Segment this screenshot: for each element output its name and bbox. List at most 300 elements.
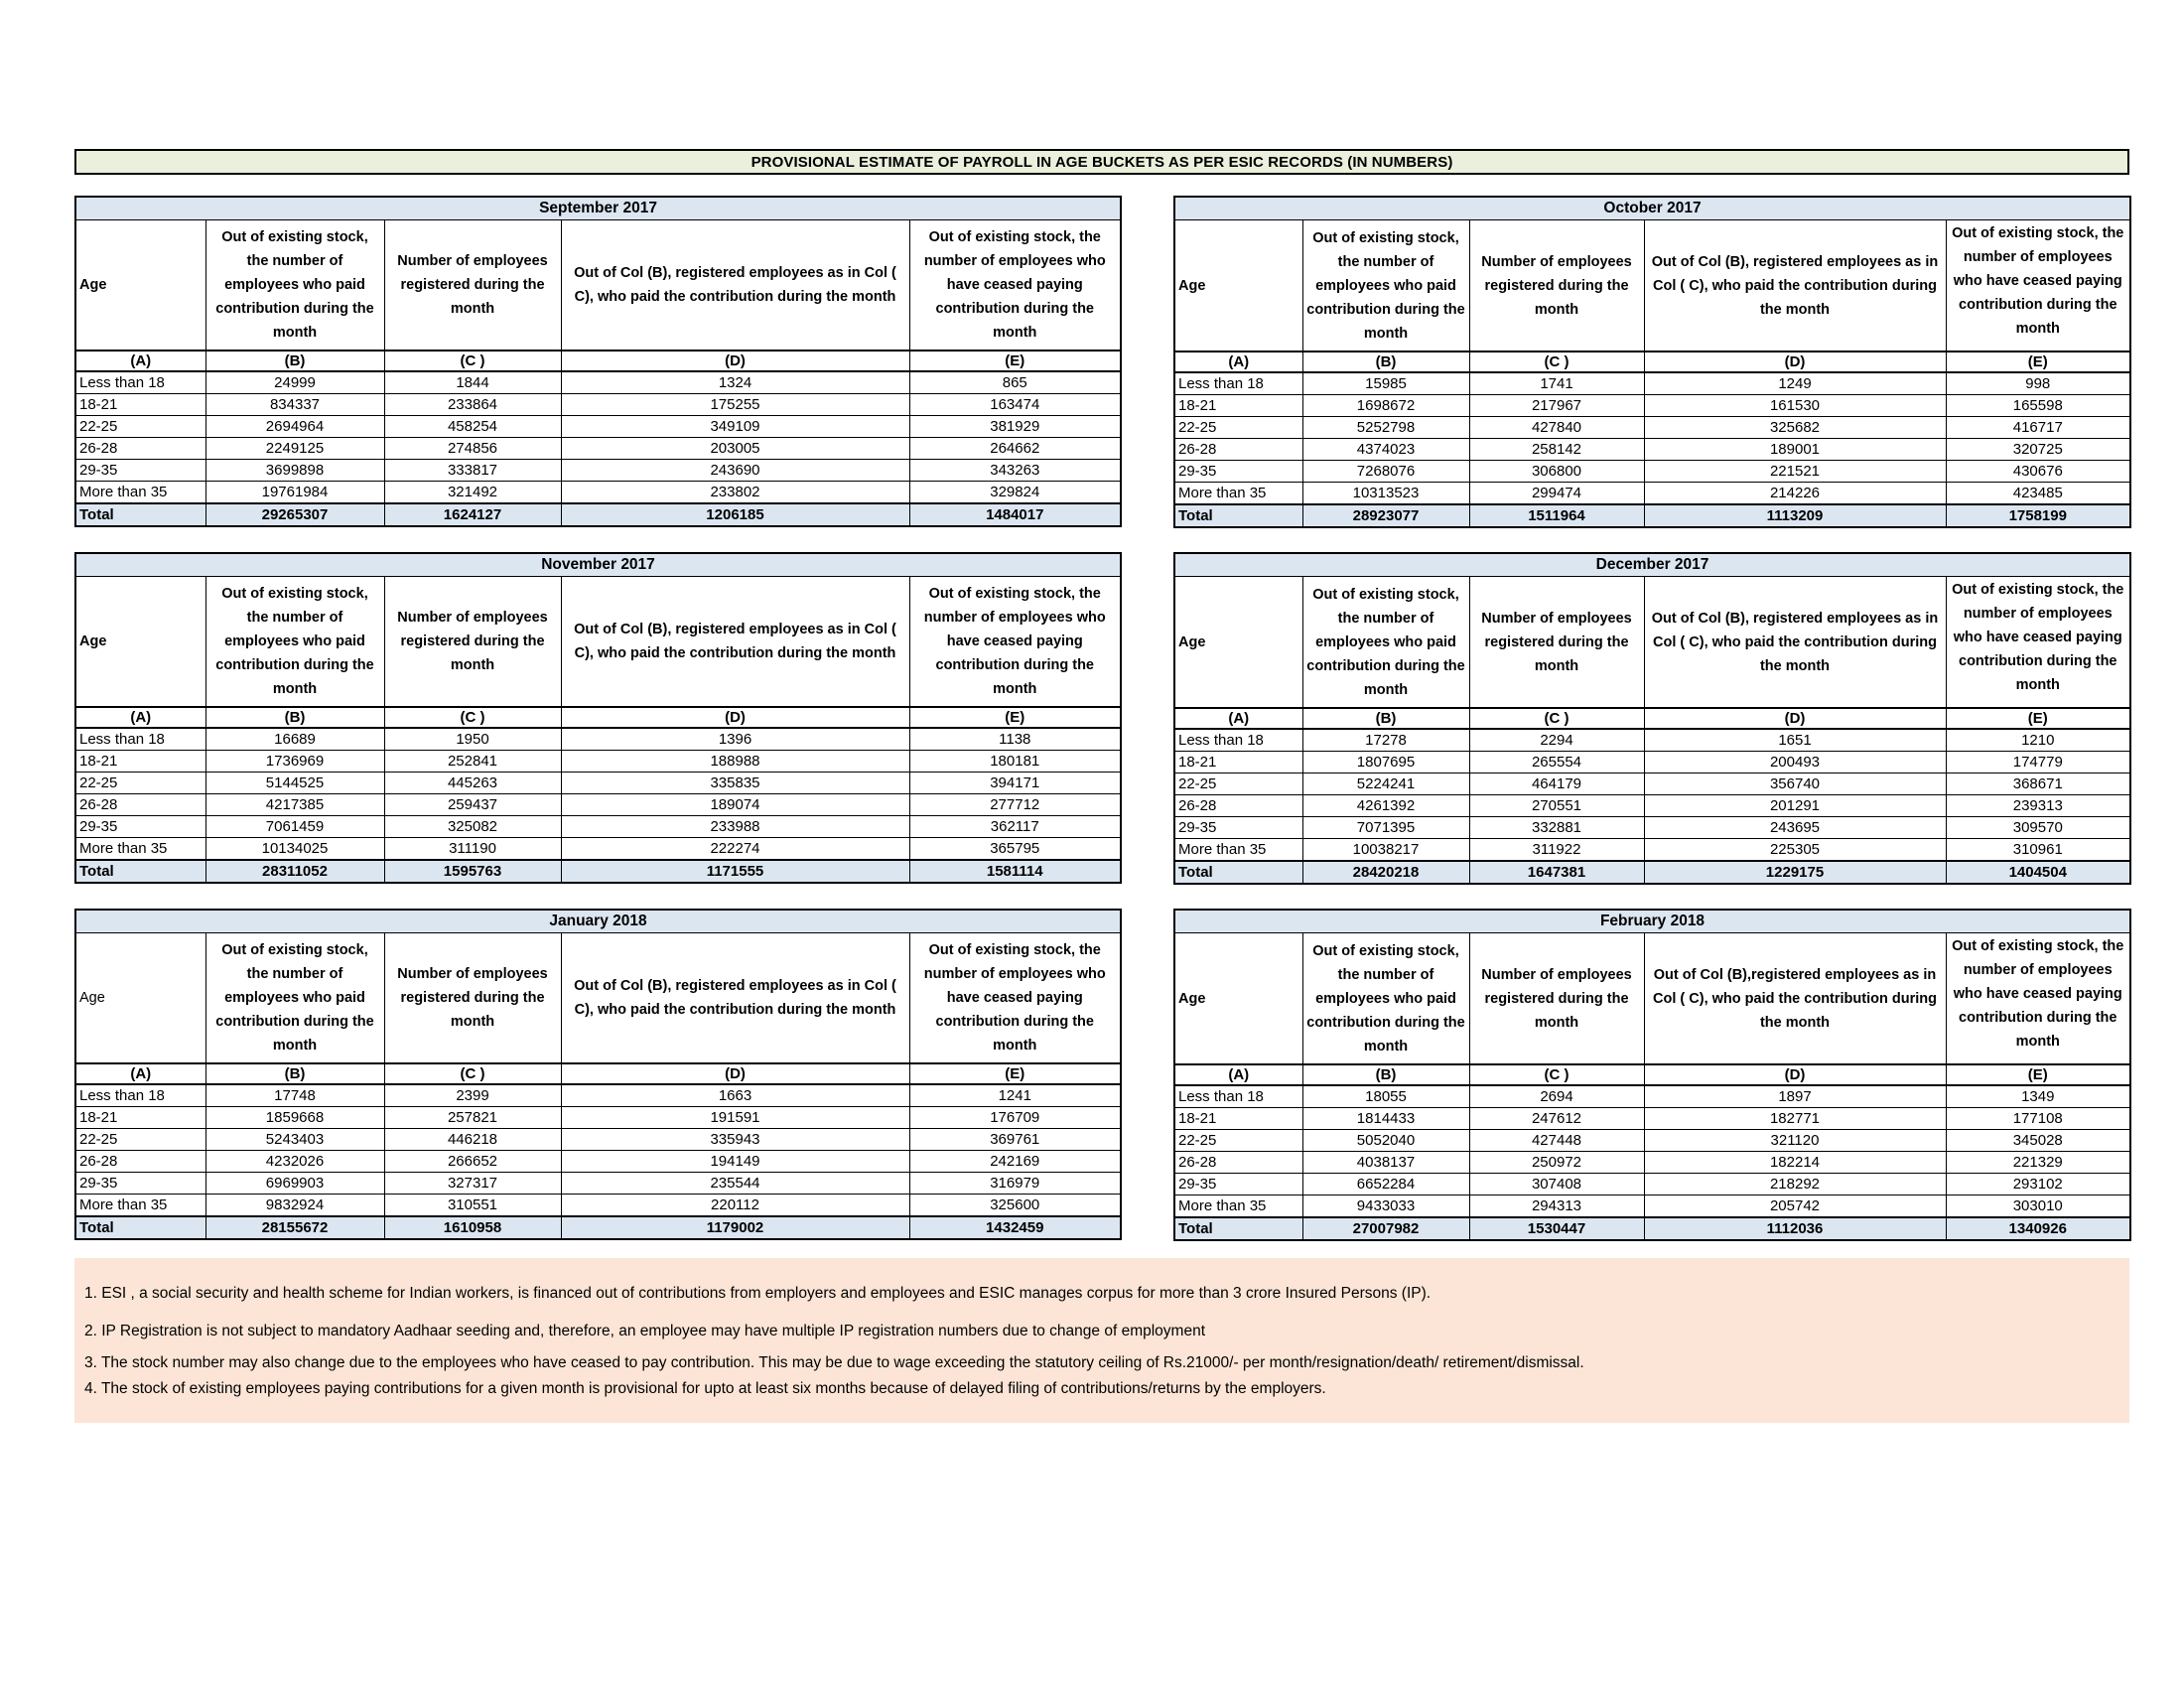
letter-a: (A) [1174, 708, 1302, 729]
ceased-paying-cell: 242169 [909, 1151, 1121, 1173]
paid-contribution-cell: 5252798 [1302, 417, 1469, 439]
age-bucket-cell: 26-28 [75, 438, 205, 460]
ceased-paying-cell: 1138 [909, 728, 1121, 751]
table-row [1174, 395, 2130, 417]
letter-d: (D) [561, 707, 909, 728]
letter-c: (C ) [384, 351, 561, 371]
ceased-paying-cell: 1241 [909, 1084, 1121, 1107]
col-d-header-cell: Out of Col (B), registered employees as in Col ( C), who paid the contribution during the month [561, 577, 909, 708]
ceased-paying-cell: 1349 [1946, 1085, 2130, 1108]
total-paid-contribution: 28155672 [205, 1216, 384, 1239]
age-bucket-cell: 18-21 [75, 751, 205, 773]
registered-cell: 265554 [1469, 752, 1644, 774]
column-description-row [1174, 933, 2130, 1065]
ceased-paying-cell: 368671 [1946, 774, 2130, 795]
month-table [74, 552, 1120, 885]
registered-cell: 233864 [384, 394, 561, 416]
col-d-header-cell: Out of Col (B), registered employees as in Col ( C), who paid the contribution during the month [1644, 220, 1946, 352]
paid-contribution-cell: 4038137 [1302, 1152, 1469, 1174]
column-description-row [75, 933, 1121, 1064]
total-ceased-paying: 1340926 [1946, 1217, 2130, 1240]
table-row [75, 482, 1121, 504]
age-bucket-cell: 26-28 [75, 1151, 205, 1173]
table-row [75, 751, 1121, 773]
ceased-paying-cell: 264662 [909, 438, 1121, 460]
registered-paid-cell: 205742 [1644, 1196, 1946, 1218]
table-row [1174, 752, 2130, 774]
column-letters-row [1174, 352, 2130, 372]
payroll-table [1173, 909, 2131, 1241]
footnote-3: 3. The stock number may also change due to the employees who have ceased to pay contribution. This may be due to wage exceeding the statutory ceiling of Rs.21000/- per month/resignation/death/ retirement/dismissal. [84, 1354, 1584, 1371]
registered-paid-cell: 189001 [1644, 439, 1946, 461]
registered-cell: 458254 [384, 416, 561, 438]
ceased-paying-cell: 345028 [1946, 1130, 2130, 1152]
month-header-row [1174, 197, 2130, 220]
letter-c: (C ) [1469, 352, 1644, 372]
registered-paid-cell: 1897 [1644, 1085, 1946, 1108]
letter-a: (A) [1174, 352, 1302, 372]
registered-paid-cell: 200493 [1644, 752, 1946, 774]
paid-contribution-cell: 3699898 [205, 460, 384, 482]
registered-paid-cell: 175255 [561, 394, 909, 416]
registered-cell: 270551 [1469, 795, 1644, 817]
ceased-paying-cell: 221329 [1946, 1152, 2130, 1174]
column-letters-row [75, 1063, 1121, 1084]
month-header-row [75, 910, 1121, 933]
total-registered-paid: 1112036 [1644, 1217, 1946, 1240]
col-b-header-cell: Out of existing stock, the number of employees who paid contribution during the month [205, 220, 384, 352]
month-title: January 2018 [75, 910, 1121, 933]
registered-cell: 325082 [384, 816, 561, 838]
registered-cell: 311190 [384, 838, 561, 861]
total-registered: 1624127 [384, 503, 561, 526]
ceased-paying-cell: 174779 [1946, 752, 2130, 774]
age-bucket-cell: 29-35 [1174, 461, 1302, 483]
registered-paid-cell: 220112 [561, 1195, 909, 1217]
age-bucket-cell: 18-21 [1174, 1108, 1302, 1130]
paid-contribution-cell: 9433033 [1302, 1196, 1469, 1218]
col-c-header-cell: Number of employees registered during the month [384, 933, 561, 1064]
col-e-header-cell: Out of existing stock, the number of employees who have ceased paying contribution during the month [909, 577, 1121, 708]
registered-cell: 446218 [384, 1129, 561, 1151]
registered-paid-cell: 356740 [1644, 774, 1946, 795]
table-row [75, 728, 1121, 751]
table-row [1174, 729, 2130, 752]
col-c-header-cell: Number of employees registered during the month [1469, 577, 1644, 709]
total-row [75, 503, 1121, 526]
age-header-cell: Age [1174, 933, 1302, 1065]
total-registered-paid: 1113209 [1644, 504, 1946, 527]
ceased-paying-cell: 365795 [909, 838, 1121, 861]
ceased-paying-cell: 163474 [909, 394, 1121, 416]
paid-contribution-cell: 16689 [205, 728, 384, 751]
table-row [75, 1173, 1121, 1195]
letter-d: (D) [1644, 708, 1946, 729]
registered-paid-cell: 189074 [561, 794, 909, 816]
paid-contribution-cell: 2694964 [205, 416, 384, 438]
col-e-header-cell: Out of existing stock, the number of employees who have ceased paying contribution during the month [1946, 933, 2130, 1065]
ceased-paying-cell: 165598 [1946, 395, 2130, 417]
table-row [1174, 461, 2130, 483]
table-row [75, 1195, 1121, 1217]
payroll-table [1173, 196, 2131, 528]
age-bucket-cell: Less than 18 [75, 371, 205, 394]
total-paid-contribution: 28311052 [205, 860, 384, 883]
col-b-header-cell: Out of existing stock, the number of employees who paid contribution during the month [205, 933, 384, 1064]
column-description-row [1174, 220, 2130, 352]
registered-cell: 306800 [1469, 461, 1644, 483]
payroll-table [1173, 552, 2131, 885]
paid-contribution-cell: 7071395 [1302, 817, 1469, 839]
col-e-header-cell: Out of existing stock, the number of employees who have ceased paying contribution during the month [1946, 220, 2130, 352]
letter-b: (B) [205, 351, 384, 371]
age-bucket-cell: 22-25 [75, 416, 205, 438]
table-row [75, 416, 1121, 438]
month-title: September 2017 [75, 197, 1121, 220]
ceased-paying-cell: 416717 [1946, 417, 2130, 439]
letter-e: (E) [1946, 708, 2130, 729]
footnote-4: 4. The stock of existing employees paying contributions for a given month is provisional for upto at least six months because of delayed filing of contributions/returns by the employers. [84, 1380, 1326, 1397]
table-row [1174, 1196, 2130, 1218]
paid-contribution-cell: 10313523 [1302, 483, 1469, 505]
registered-paid-cell: 321120 [1644, 1130, 1946, 1152]
age-bucket-cell: 18-21 [1174, 395, 1302, 417]
registered-paid-cell: 225305 [1644, 839, 1946, 862]
col-b-header-cell: Out of existing stock, the number of employees who paid contribution during the month [205, 577, 384, 708]
registered-cell: 274856 [384, 438, 561, 460]
table-row [75, 816, 1121, 838]
month-header-row [1174, 553, 2130, 577]
registered-paid-cell: 221521 [1644, 461, 1946, 483]
ceased-paying-cell: 239313 [1946, 795, 2130, 817]
age-bucket-cell: 22-25 [1174, 417, 1302, 439]
paid-contribution-cell: 17748 [205, 1084, 384, 1107]
ceased-paying-cell: 343263 [909, 460, 1121, 482]
registered-paid-cell: 214226 [1644, 483, 1946, 505]
table-row [75, 1151, 1121, 1173]
table-row [1174, 1085, 2130, 1108]
registered-paid-cell: 182771 [1644, 1108, 1946, 1130]
ceased-paying-cell: 362117 [909, 816, 1121, 838]
paid-contribution-cell: 1814433 [1302, 1108, 1469, 1130]
age-header-cell: Age [75, 577, 205, 708]
total-label: Total [1174, 1217, 1302, 1240]
age-bucket-cell: 26-28 [1174, 439, 1302, 461]
total-registered-paid: 1229175 [1644, 861, 1946, 884]
age-bucket-cell: 18-21 [75, 394, 205, 416]
registered-cell: 321492 [384, 482, 561, 504]
letter-b: (B) [205, 707, 384, 728]
age-bucket-cell: 22-25 [1174, 1130, 1302, 1152]
registered-cell: 1950 [384, 728, 561, 751]
col-e-header-cell: Out of existing stock, the number of employees who have ceased paying contribution during the month [909, 220, 1121, 352]
payroll-table [74, 909, 1122, 1240]
table-row [75, 438, 1121, 460]
paid-contribution-cell: 1807695 [1302, 752, 1469, 774]
registered-cell: 464179 [1469, 774, 1644, 795]
paid-contribution-cell: 4232026 [205, 1151, 384, 1173]
age-bucket-cell: Less than 18 [75, 728, 205, 751]
letter-d: (D) [561, 1063, 909, 1084]
month-table [1173, 196, 2129, 528]
month-table [1173, 909, 2129, 1241]
col-c-header-cell: Number of employees registered during the month [1469, 933, 1644, 1065]
ceased-paying-cell: 320725 [1946, 439, 2130, 461]
total-label: Total [1174, 504, 1302, 527]
column-description-row [75, 220, 1121, 352]
ceased-paying-cell: 394171 [909, 773, 1121, 794]
col-c-header-cell: Number of employees registered during the month [384, 220, 561, 352]
registered-cell: 252841 [384, 751, 561, 773]
paid-contribution-cell: 834337 [205, 394, 384, 416]
table-row [1174, 372, 2130, 395]
col-b-header-cell: Out of existing stock, the number of employees who paid contribution during the month [1302, 933, 1469, 1065]
letter-b: (B) [205, 1063, 384, 1084]
table-row [1174, 483, 2130, 505]
col-d-header-cell: Out of Col (B), registered employees as in Col ( C), who paid the contribution during the month [561, 933, 909, 1064]
month-header-row [75, 553, 1121, 577]
ceased-paying-cell: 310961 [1946, 839, 2130, 862]
paid-contribution-cell: 5144525 [205, 773, 384, 794]
footnote-1: 1. ESI , a social security and health scheme for Indian workers, is financed out of contributions from employers and employees and ESIC manages corpus for more than 3 crore Insured Persons (IP). [84, 1285, 1432, 1302]
column-letters-row [75, 351, 1121, 371]
paid-contribution-cell: 7268076 [1302, 461, 1469, 483]
col-c-header-cell: Number of employees registered during the month [384, 577, 561, 708]
registered-cell: 299474 [1469, 483, 1644, 505]
table-row [1174, 1174, 2130, 1196]
age-bucket-cell: More than 35 [75, 1195, 205, 1217]
total-registered-paid: 1171555 [561, 860, 909, 883]
letter-a: (A) [75, 707, 205, 728]
registered-cell: 247612 [1469, 1108, 1644, 1130]
paid-contribution-cell: 4217385 [205, 794, 384, 816]
total-registered-paid: 1206185 [561, 503, 909, 526]
paid-contribution-cell: 7061459 [205, 816, 384, 838]
registered-cell: 332881 [1469, 817, 1644, 839]
ceased-paying-cell: 309570 [1946, 817, 2130, 839]
registered-cell: 2399 [384, 1084, 561, 1107]
table-row [1174, 795, 2130, 817]
col-e-header-cell: Out of existing stock, the number of employees who have ceased paying contribution during the month [909, 933, 1121, 1064]
registered-paid-cell: 191591 [561, 1107, 909, 1129]
month-header-row [75, 197, 1121, 220]
registered-cell: 258142 [1469, 439, 1644, 461]
age-bucket-cell: 29-35 [1174, 817, 1302, 839]
ceased-paying-cell: 325600 [909, 1195, 1121, 1217]
registered-cell: 310551 [384, 1195, 561, 1217]
footnote-2: 2. IP Registration is not subject to mandatory Aadhaar seeding and, therefore, an employee may have multiple IP registration numbers due to change of employment [84, 1323, 1206, 1339]
ceased-paying-cell: 303010 [1946, 1196, 2130, 1218]
registered-cell: 1844 [384, 371, 561, 394]
age-bucket-cell: 22-25 [75, 1129, 205, 1151]
ceased-paying-cell: 998 [1946, 372, 2130, 395]
registered-paid-cell: 233988 [561, 816, 909, 838]
payroll-table [74, 196, 1122, 527]
table-row [1174, 1130, 2130, 1152]
age-bucket-cell: More than 35 [1174, 1196, 1302, 1218]
letter-a: (A) [1174, 1064, 1302, 1085]
month-table [1173, 552, 2129, 885]
registered-paid-cell: 349109 [561, 416, 909, 438]
paid-contribution-cell: 1859668 [205, 1107, 384, 1129]
registered-paid-cell: 201291 [1644, 795, 1946, 817]
paid-contribution-cell: 10134025 [205, 838, 384, 861]
registered-paid-cell: 233802 [561, 482, 909, 504]
paid-contribution-cell: 24999 [205, 371, 384, 394]
registered-paid-cell: 243695 [1644, 817, 1946, 839]
registered-cell: 427448 [1469, 1130, 1644, 1152]
ceased-paying-cell: 369761 [909, 1129, 1121, 1151]
registered-paid-cell: 1651 [1644, 729, 1946, 752]
letter-a: (A) [75, 1063, 205, 1084]
total-ceased-paying: 1484017 [909, 503, 1121, 526]
paid-contribution-cell: 5052040 [1302, 1130, 1469, 1152]
ceased-paying-cell: 293102 [1946, 1174, 2130, 1196]
paid-contribution-cell: 6652284 [1302, 1174, 1469, 1196]
total-label: Total [75, 860, 205, 883]
paid-contribution-cell: 10038217 [1302, 839, 1469, 862]
registered-paid-cell: 335943 [561, 1129, 909, 1151]
table-row [75, 1084, 1121, 1107]
age-bucket-cell: 29-35 [75, 1173, 205, 1195]
age-header-cell: Age [75, 933, 205, 1064]
month-table [74, 909, 1120, 1241]
ceased-paying-cell: 381929 [909, 416, 1121, 438]
col-b-header-cell: Out of existing stock, the number of employees who paid contribution during the month [1302, 577, 1469, 709]
letter-e: (E) [1946, 352, 2130, 372]
report-content [74, 149, 2129, 1423]
month-title: October 2017 [1174, 197, 2130, 220]
registered-cell: 307408 [1469, 1174, 1644, 1196]
page-title: PROVISIONAL ESTIMATE OF PAYROLL IN AGE BUCKETS AS PER ESIC RECORDS (IN NUMBERS) [74, 149, 2129, 175]
registered-paid-cell: 194149 [561, 1151, 909, 1173]
total-label: Total [75, 503, 205, 526]
letter-e: (E) [909, 707, 1121, 728]
registered-paid-cell: 1396 [561, 728, 909, 751]
total-paid-contribution: 28420218 [1302, 861, 1469, 884]
age-header-cell: Age [1174, 220, 1302, 352]
letter-b: (B) [1302, 708, 1469, 729]
registered-cell: 2694 [1469, 1085, 1644, 1108]
age-bucket-cell: 18-21 [1174, 752, 1302, 774]
registered-cell: 250972 [1469, 1152, 1644, 1174]
age-bucket-cell: 22-25 [1174, 774, 1302, 795]
age-bucket-cell: 29-35 [1174, 1174, 1302, 1196]
paid-contribution-cell: 5243403 [205, 1129, 384, 1151]
table-row [75, 794, 1121, 816]
total-ceased-paying: 1404504 [1946, 861, 2130, 884]
letter-a: (A) [75, 351, 205, 371]
registered-cell: 1741 [1469, 372, 1644, 395]
total-label: Total [1174, 861, 1302, 884]
table-row [75, 838, 1121, 861]
registered-paid-cell: 182214 [1644, 1152, 1946, 1174]
age-bucket-cell: 26-28 [75, 794, 205, 816]
registered-paid-cell: 1249 [1644, 372, 1946, 395]
table-row [1174, 439, 2130, 461]
registered-cell: 333817 [384, 460, 561, 482]
letter-c: (C ) [384, 707, 561, 728]
registered-paid-cell: 325682 [1644, 417, 1946, 439]
table-row [1174, 1108, 2130, 1130]
table-row [1174, 817, 2130, 839]
total-row [75, 860, 1121, 883]
age-bucket-cell: 29-35 [75, 460, 205, 482]
registered-paid-cell: 222274 [561, 838, 909, 861]
age-header-cell: Age [1174, 577, 1302, 709]
col-d-header-cell: Out of Col (B),registered employees as in Col ( C), who paid the contribution during the month [1644, 933, 1946, 1065]
registered-cell: 427840 [1469, 417, 1644, 439]
paid-contribution-cell: 15985 [1302, 372, 1469, 395]
table-row [75, 394, 1121, 416]
registered-paid-cell: 161530 [1644, 395, 1946, 417]
registered-cell: 327317 [384, 1173, 561, 1195]
registered-paid-cell: 218292 [1644, 1174, 1946, 1196]
registered-cell: 259437 [384, 794, 561, 816]
total-ceased-paying: 1581114 [909, 860, 1121, 883]
registered-paid-cell: 235544 [561, 1173, 909, 1195]
paid-contribution-cell: 18055 [1302, 1085, 1469, 1108]
total-registered: 1610958 [384, 1216, 561, 1239]
footnotes [74, 1258, 2129, 1423]
age-bucket-cell: More than 35 [1174, 839, 1302, 862]
letter-e: (E) [909, 1063, 1121, 1084]
registered-cell: 294313 [1469, 1196, 1644, 1218]
age-bucket-cell: 18-21 [75, 1107, 205, 1129]
registered-cell: 266652 [384, 1151, 561, 1173]
column-description-row [1174, 577, 2130, 709]
table-row [75, 1107, 1121, 1129]
registered-paid-cell: 1324 [561, 371, 909, 394]
age-bucket-cell: More than 35 [75, 482, 205, 504]
total-registered: 1511964 [1469, 504, 1644, 527]
total-paid-contribution: 28923077 [1302, 504, 1469, 527]
total-registered: 1530447 [1469, 1217, 1644, 1240]
ceased-paying-cell: 180181 [909, 751, 1121, 773]
column-description-row [75, 577, 1121, 708]
letter-c: (C ) [384, 1063, 561, 1084]
month-title: February 2018 [1174, 910, 2130, 933]
ceased-paying-cell: 316979 [909, 1173, 1121, 1195]
registered-cell: 217967 [1469, 395, 1644, 417]
paid-contribution-cell: 4261392 [1302, 795, 1469, 817]
total-label: Total [75, 1216, 205, 1239]
ceased-paying-cell: 177108 [1946, 1108, 2130, 1130]
table-row [1174, 774, 2130, 795]
registered-paid-cell: 335835 [561, 773, 909, 794]
letter-b: (B) [1302, 352, 1469, 372]
table-row [1174, 1152, 2130, 1174]
ceased-paying-cell: 430676 [1946, 461, 2130, 483]
paid-contribution-cell: 4374023 [1302, 439, 1469, 461]
total-registered: 1595763 [384, 860, 561, 883]
total-paid-contribution: 29265307 [205, 503, 384, 526]
total-row [1174, 861, 2130, 884]
paid-contribution-cell: 2249125 [205, 438, 384, 460]
table-row [75, 773, 1121, 794]
total-row [1174, 1217, 2130, 1240]
registered-cell: 445263 [384, 773, 561, 794]
registered-paid-cell: 1663 [561, 1084, 909, 1107]
table-row [75, 460, 1121, 482]
registered-cell: 257821 [384, 1107, 561, 1129]
column-letters-row [1174, 1064, 2130, 1085]
age-bucket-cell: 22-25 [75, 773, 205, 794]
registered-cell: 311922 [1469, 839, 1644, 862]
total-row [1174, 504, 2130, 527]
month-title: December 2017 [1174, 553, 2130, 577]
table-row [1174, 839, 2130, 862]
